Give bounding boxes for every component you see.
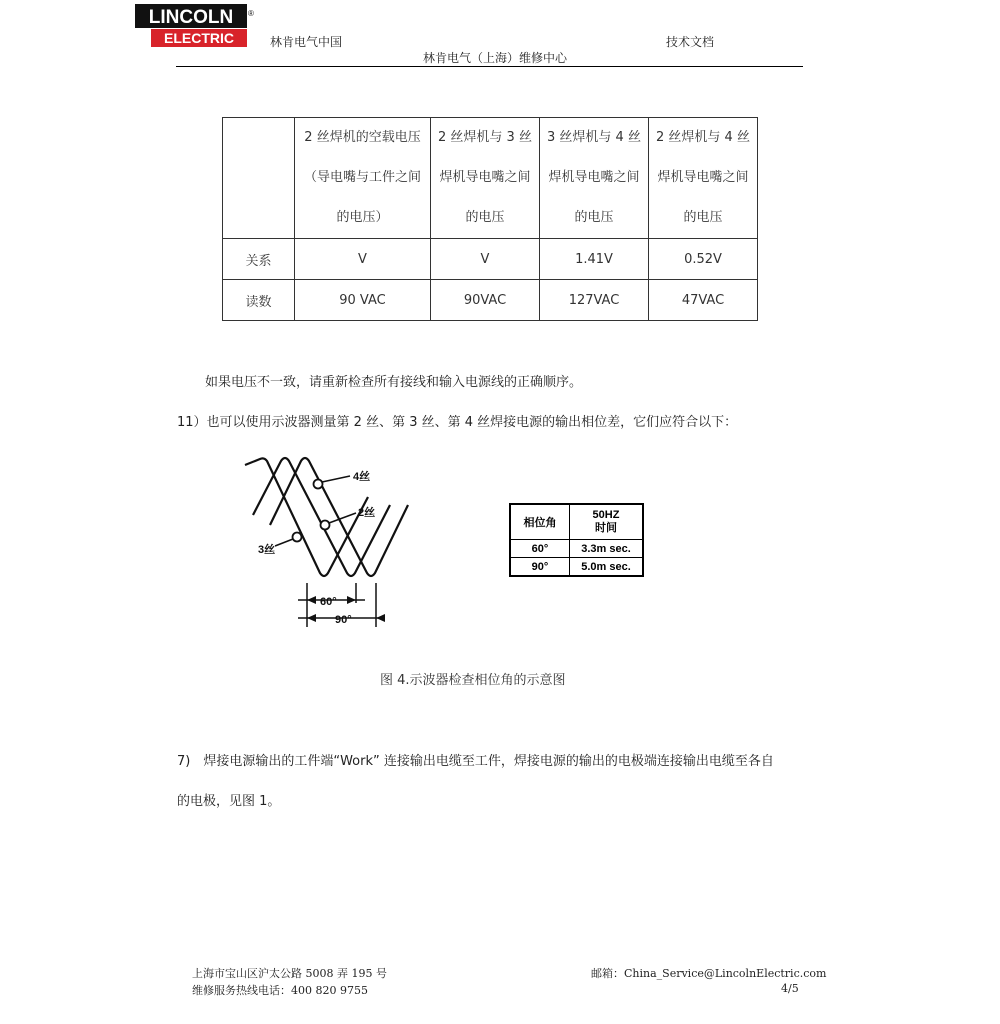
logo-text-electric: ELECTRIC [164, 30, 234, 46]
header-line: 焊机导电嘴之间 [657, 170, 749, 185]
para-step-11: 11）也可以使用示波器测量第 2 丝、第 3 丝、第 4 丝焊接电源的输出相位差，它们应符合以下： [177, 415, 738, 430]
dim-arrow [307, 614, 316, 622]
label-wire4: 4丝 [353, 471, 371, 483]
header-line: 2 丝焊机与 4 丝 [656, 130, 750, 145]
header-line: 焊机导电嘴之间 [439, 170, 531, 185]
para-step-7-line2: 的电极，见图 1。 [177, 794, 281, 809]
header-line: 的电压 [574, 210, 614, 225]
phase-time-cell: 5.0m sec. [570, 558, 644, 577]
dim-arrow [376, 614, 385, 622]
table-cell: V [431, 239, 540, 280]
phase-angle-cell: 90° [510, 558, 570, 577]
table-cell: 0.52V [649, 239, 758, 280]
footer-hotline: 维修服务热线电话：400 820 9755 [192, 984, 368, 997]
phase-col-header-time-line1: 50HZ [592, 509, 620, 521]
wire2-marker [321, 521, 330, 530]
phase-col-header-angle: 相位角 [510, 504, 570, 540]
label-angle-90: 90° [335, 614, 352, 626]
table-header-cell [295, 118, 431, 239]
header-line: 3 丝焊机与 4 丝 [547, 130, 641, 145]
wire3-marker [293, 533, 302, 542]
header-line: 2 丝焊机的空载电压 [304, 130, 421, 145]
header-line: 的电压 [465, 210, 505, 225]
table-row [223, 239, 758, 280]
table-header-cell [649, 118, 758, 239]
lincoln-electric-logo [135, 4, 255, 48]
footer-page-number: 4/5 [781, 982, 799, 995]
header-doc-type: 技术文档 [666, 35, 715, 49]
phase-table-header-row [510, 504, 643, 540]
phase-angle-cell: 60° [510, 540, 570, 558]
table-cell: 90VAC [431, 280, 540, 321]
header-divider [176, 66, 803, 67]
table-cell: V [295, 239, 431, 280]
wire3-leader [275, 539, 293, 546]
table-corner-cell [223, 118, 295, 239]
table-cell: 90 VAC [295, 280, 431, 321]
para-step-7-line1: 7) 焊接电源输出的工件端“Work” 连接输出电缆至工件，焊接电源的输出的电极端连接输出电缆至各自 [177, 754, 774, 769]
label-angle-60: 60° [320, 596, 337, 608]
row-label: 关系 [223, 239, 295, 280]
table-row [510, 540, 643, 558]
header-line: （导电嘴与工件之间 [303, 170, 421, 185]
footer-email: 邮箱：China_Service@LincolnElectric.com [591, 967, 827, 980]
logo-registered-mark: ® [248, 9, 254, 18]
wire4-leader [322, 476, 350, 482]
table-row [223, 280, 758, 321]
wire4-marker [314, 480, 323, 489]
header-line: 焊机导电嘴之间 [548, 170, 640, 185]
table-header-cell [540, 118, 649, 239]
table-cell: 47VAC [649, 280, 758, 321]
label-wire3: 3丝 [258, 544, 276, 556]
dim-arrow [347, 596, 356, 604]
table-row [510, 558, 643, 577]
phase-col-header-time [570, 504, 644, 540]
wire2-leader [329, 513, 356, 523]
label-wire2: 2丝 [358, 507, 376, 519]
logo-text-lincoln: LINCOLN [148, 7, 234, 28]
phase-waveform-diagram [240, 455, 420, 635]
header-line: 的电压 [683, 210, 723, 225]
row-label: 读数 [223, 280, 295, 321]
voltage-table [222, 117, 758, 321]
dim-arrow [307, 596, 316, 604]
voltage-table-header-row [223, 118, 758, 239]
header-line: 2 丝焊机与 3 丝 [438, 130, 532, 145]
figure-caption: 图 4.示波器检查相位角的示意图 [380, 673, 566, 688]
header-company: 林肯电气中国 [270, 35, 343, 49]
phase-col-header-time-line2: 时间 [595, 522, 617, 534]
table-header-cell [431, 118, 540, 239]
phase-time-cell: 3.3m sec. [570, 540, 644, 558]
header-line: 的电压） [336, 210, 389, 225]
phase-angle-table [509, 503, 644, 577]
table-cell: 127VAC [540, 280, 649, 321]
footer-address: 上海市宝山区沪太公路 5008 弄 195 号 [192, 967, 387, 980]
table-cell: 1.41V [540, 239, 649, 280]
header-subtitle: 林肯电气（上海）维修中心 [423, 51, 568, 65]
para-check-wiring: 如果电压不一致，请重新检查所有接线和输入电源线的正确顺序。 [205, 375, 583, 390]
